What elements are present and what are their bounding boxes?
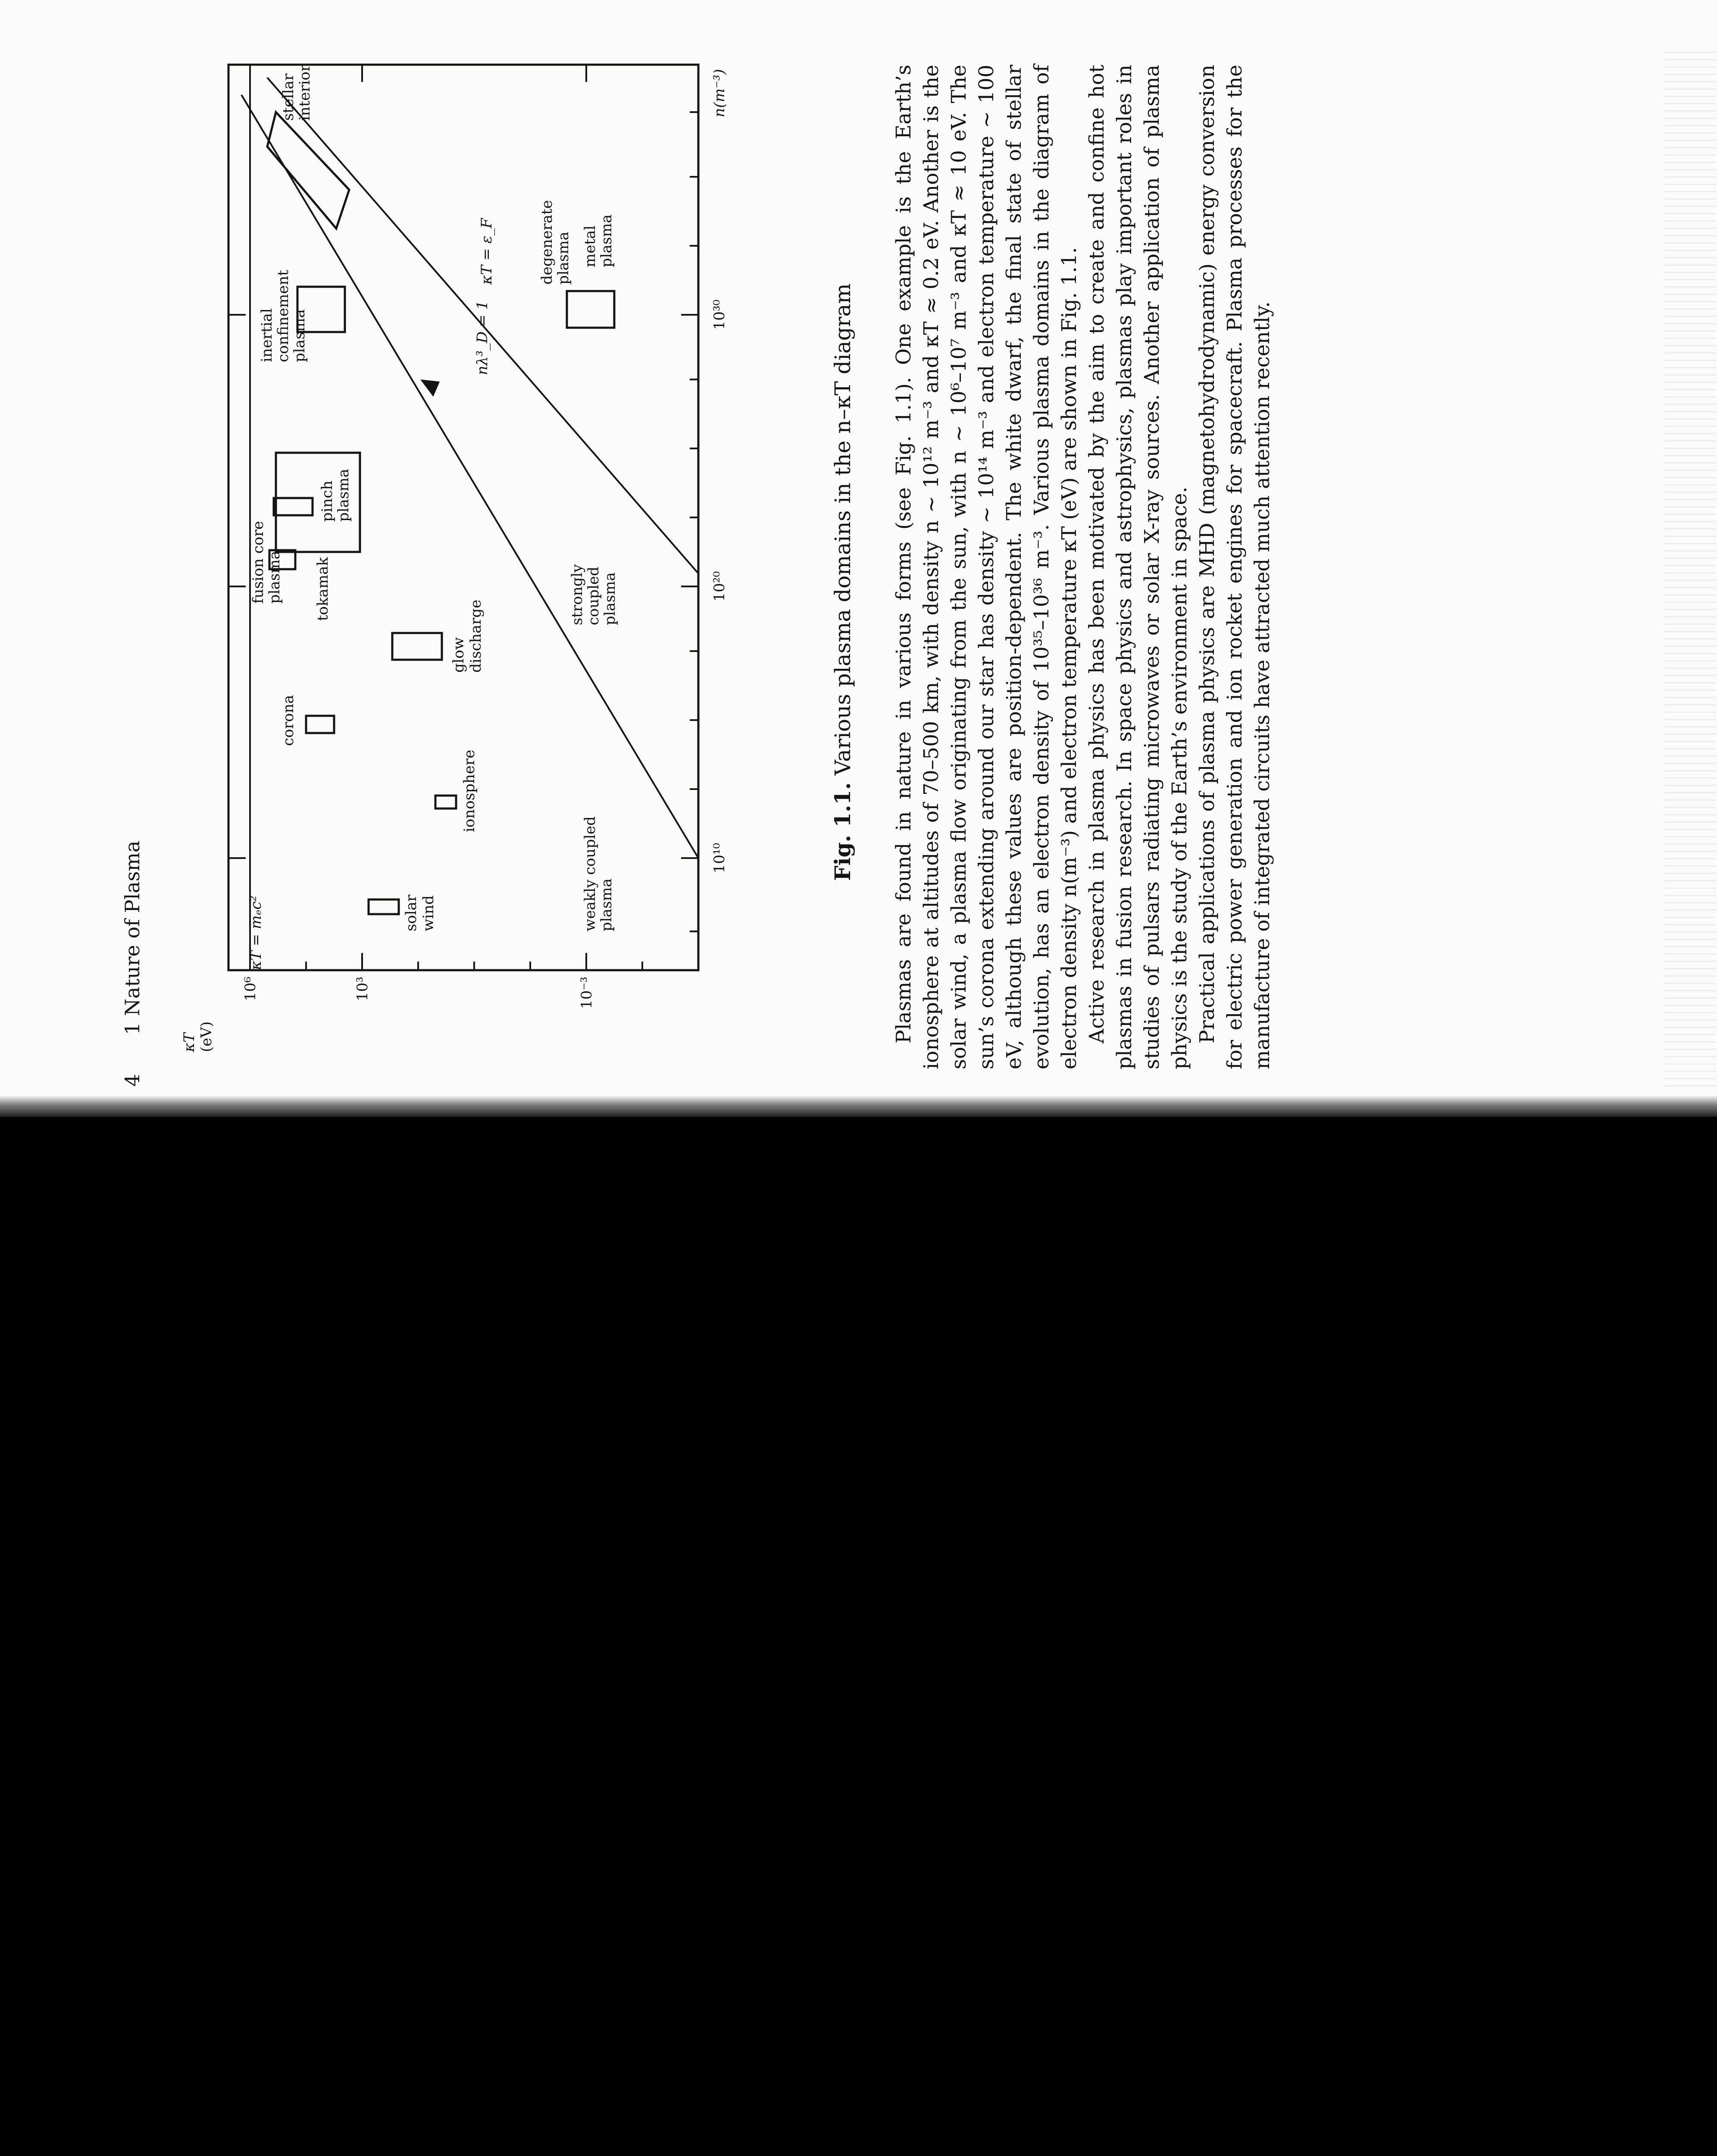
- x-tick-1e20: 10²⁰: [711, 571, 728, 602]
- x-tick-1e10: 10¹⁰: [711, 843, 728, 874]
- solar-wind-label: solarwind: [403, 894, 437, 931]
- tokamak-label: tokamak: [314, 557, 332, 621]
- fusion-core-label: fusion coreplasma: [250, 521, 283, 604]
- weakly-coupled-label: weakly coupledplasma: [582, 816, 615, 931]
- scan-speckle: [1664, 52, 1716, 1087]
- metal-plasma-label: metalplasma: [582, 214, 615, 267]
- scanner-background: [0, 1117, 1717, 2156]
- running-head: [121, 840, 144, 1087]
- y-tick-1e3: 10³: [354, 977, 371, 1001]
- ionosphere-box: [435, 796, 456, 808]
- solar-wind-box: [369, 899, 399, 914]
- rotated-book-page: [78, 43, 1655, 1087]
- inertial-label: inertialconfinementplasma: [258, 270, 308, 362]
- paragraph-2: Active research in plasma physics has been motivated by the aim to create and confine hot plasmas in fusion research. In space physics and astrophysics, plasmas play important roles in studies of pulsars radiating microwaves or solar X-ray sources. Another application of plasma physics is the study of the Earth’s environment in space.: [1085, 65, 1192, 1069]
- rest-energy-label: κT = mₑc²: [247, 895, 265, 970]
- plasma-domain-figure: [164, 52, 810, 1061]
- body-text: [890, 65, 1276, 1069]
- page-number: 4: [121, 1074, 144, 1087]
- paragraph-1: Plasmas are found in nature in various forms (see Fig. 1.1). One example is the Earth’s ionosphere at altitudes of 70–500 km, with density n ∼ 10¹² m⁻³ and κT ≈ 0.2 eV. Another is the solar wind, a plasma flow originating from the sun, with n ∼ 10⁶–10⁷ m⁻³ and κT ≈ 10 eV. The sun’s corona extending around our star has density ∼ 10¹⁴ m⁻³ and electron temperature ∼ 100 eV, although these values are position-dependent. The white dwarf, the final state of stellar evolution, has an electron density of 10³⁵–10³⁶ m⁻³. Various plasma domains in the diagram of electron density n(m⁻³) and electron temperature κT (eV) are shown in Fig. 1.1.: [892, 65, 1081, 1069]
- strongly-coupled-label: stronglycoupledplasma: [569, 564, 619, 625]
- x-tick-1e30: 10³⁰: [711, 299, 728, 330]
- metal-plasma-box: [567, 291, 614, 328]
- corona-box: [306, 716, 334, 733]
- degenerate-label: degenerateplasma: [538, 200, 572, 285]
- y-tick-1e-3: 10⁻³: [578, 977, 595, 1009]
- stellar-interior-label: stellarinterior: [280, 64, 313, 121]
- y-tick-1e6: 10⁶: [242, 977, 259, 1001]
- n-kT-diagram: [164, 52, 810, 1061]
- chapter-title: 1 Nature of Plasma: [121, 840, 144, 1035]
- arrow-marker: [420, 379, 440, 397]
- figure-number: Fig. 1.1.: [830, 782, 855, 881]
- corona-label: corona: [280, 695, 297, 746]
- debye-line: [241, 95, 698, 858]
- glow-discharge-label: glowdischarge: [450, 599, 485, 673]
- ionosphere-label: ionosphere: [461, 749, 478, 832]
- figure-caption: [830, 78, 855, 1087]
- fermi-label: κT = ε_F: [478, 218, 495, 285]
- debye-label: nλ³_D = 1: [474, 300, 491, 375]
- pinch-label: pinchplasma: [319, 469, 352, 522]
- y-axis-unit: (eV): [198, 1021, 215, 1052]
- caption-text: Various plasma domains in the n–κT diagram: [830, 283, 855, 776]
- pinch-box: [274, 498, 313, 515]
- stellar-interior-box: [267, 112, 349, 229]
- y-axis-label: κT: [181, 1033, 198, 1052]
- x-axis-label: n(m⁻³): [711, 69, 728, 118]
- paragraph-3: Practical applications of plasma physics are MHD (magnetohydrodynamic) energy conversion for electric power generation and ion rocket engines for spacecraft. Plasma processes for the manufacture of integrated circuits have attracted much attention recently.: [1195, 65, 1274, 1069]
- glow-discharge-box: [392, 633, 442, 660]
- plot-frame: [228, 65, 698, 970]
